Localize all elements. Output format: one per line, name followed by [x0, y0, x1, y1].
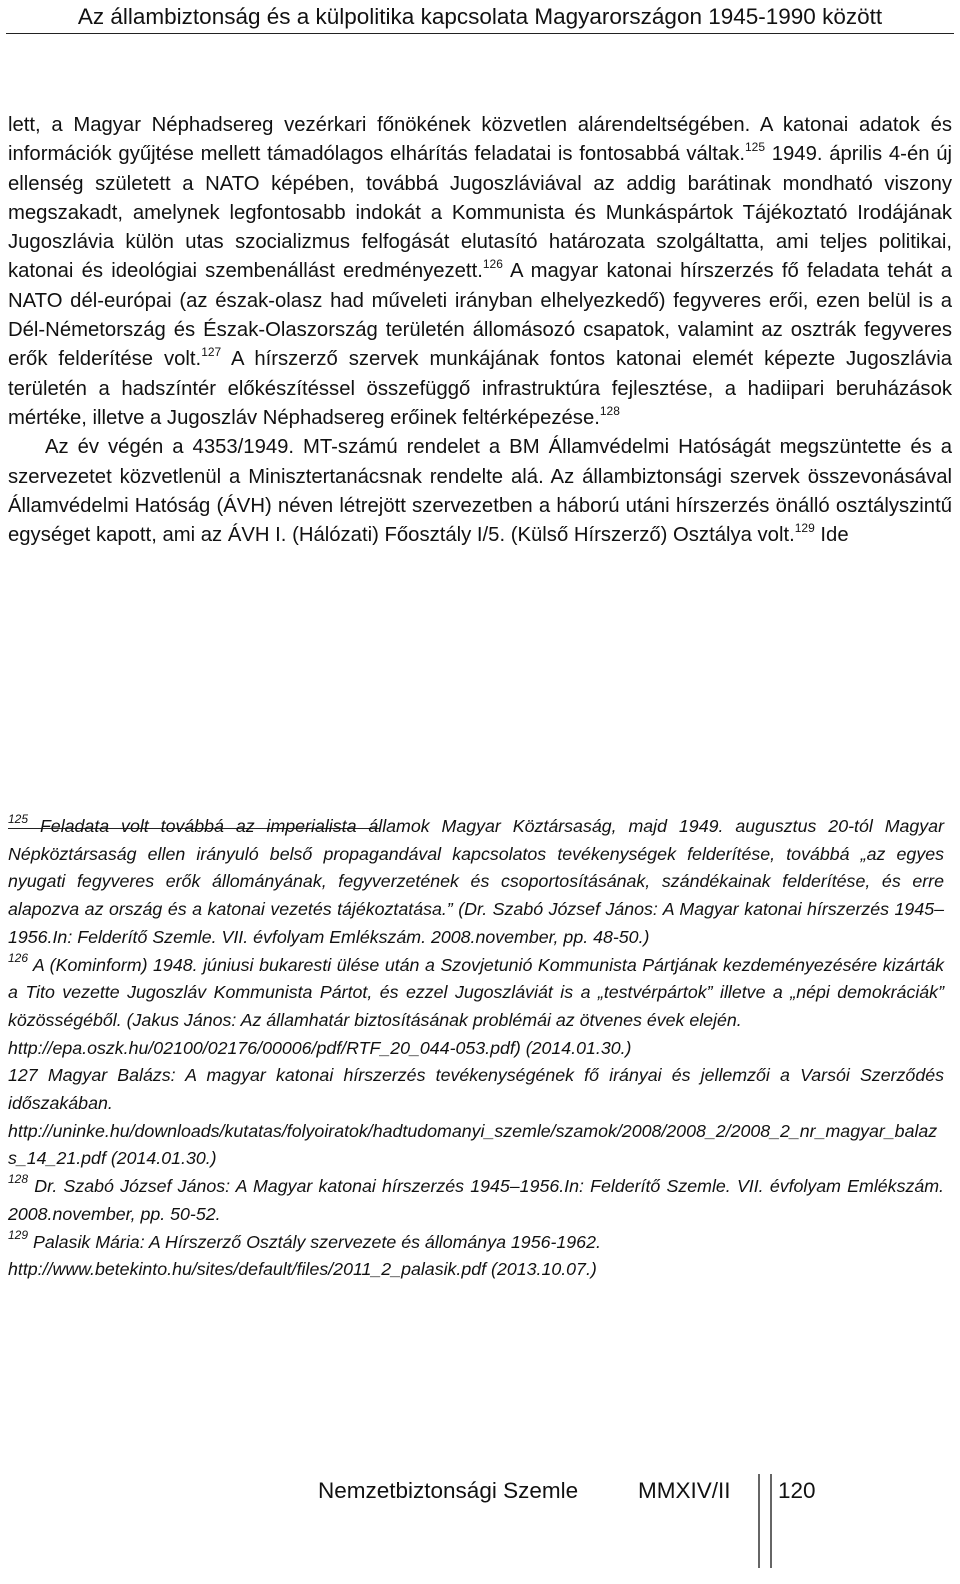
paragraph-1: [8, 111, 952, 433]
footnote-128: [8, 1173, 944, 1228]
page-footer: [0, 1474, 960, 1516]
running-header: Az állambiztonság és a külpolitika kapcsolata Magyarországon 1945-1990 között: [77, 4, 883, 29]
footer-journal-title: Nemzetbiztonsági Szemle: [318, 1478, 579, 1503]
footnote-text-129: Palasik Mária: A Hírszerző Osztály szervezete és állománya 1956-1962.: [28, 1231, 601, 1252]
header-rule: [6, 33, 954, 34]
footnote-ref-126[interactable]: 126: [482, 257, 503, 272]
footnote-ref-127[interactable]: 127: [201, 345, 222, 360]
footnote-link-129[interactable]: http://www.betekinto.hu/sites/default/files/2011_2_palasik.pdf (2013.10.07.): [8, 1259, 597, 1280]
footnote-text-126: A (Kominform) 1948. júniusi bukaresti ülése után a Szovjetunió Kommunista Pártjának kezdeményezésére kizárták a Tito vezette Jugoszláv Kommunista Pártot, és ezzel Jugoszláviát is a „testvérpártok” illetve a „népi demokráciák” közösségéből. (Jakus János: Az államhatár biztosításának problémái az ötvenes évek elején.: [8, 954, 944, 1030]
footnote-number-129: 129: [8, 1227, 29, 1242]
p1-text-4: A hírszerző szervek munkájának fontos katonai elemét képezte Jugoszlávia területén a hadszíntér előkészítéssel összefüggő infrastruktúra fejlesztése, a hadiipari beruházások mértéke, illetve a Jugoszláv Néphadsereg erőinek feltérképezése.: [8, 348, 952, 429]
footnote-number-125: 125: [8, 812, 29, 826]
footnote-text-128: Dr. Szabó József János: A Magyar katonai hírszerzés 1945–1956.In: Felderítő Szemle. VII. évfolyam Emlékszám. 2008.november, pp. 50-52.: [8, 1176, 944, 1224]
footnote-number-128: 128: [8, 1172, 29, 1187]
p2-text-1: Az év végén a 4353/1949. MT-számú rendelet a BM Államvédelmi Hatóságát megszüntette és a szervezetet közvetlenül a Minisztertanácsnak rendelte alá. Az állambiztonsági szervek összevonásával Államvédelmi Hatóság (ÁVH) néven létrejött szervezetben a háború utáni hírszerzés önálló osztályszintű egységet kapott, ami az ÁVH I. (Hálózati) Főosztály I/5. (Külső Hírszerző) Osztálya volt.: [8, 436, 952, 547]
p1-text-2: 1949. április 4-én új ellenség született a NATO képében, továbbá Jugoszláviával az addig barátinak mondható viszony megszakadt, amelynek legfontosabb indokát a Kommunista és Munkáspártok Tájékoztató Irodájának Jugoszlávia külön utas szocializmus felfogását elutasító határozata szolgáltatta, ami teljes politikai, katonai és ideológiai szembenállást eredményezett.: [8, 143, 953, 283]
footer-divider: [758, 1474, 772, 1568]
footnotes: [8, 813, 944, 1284]
footnote-126: [8, 952, 944, 1063]
footnote-number-126: 126: [8, 950, 29, 965]
footnote-127: [8, 1062, 944, 1173]
footnote-text-127: 127 Magyar Balázs: A magyar katonai hírszerzés tevékenységének fő irányai és jellemzői a Varsói Szerződés időszakában.: [8, 1065, 944, 1114]
footer-issue: MMXIV/II: [638, 1478, 731, 1503]
paragraph-2: [8, 433, 952, 550]
footnote-ref-128[interactable]: 128: [599, 403, 620, 418]
p1-text-3: A magyar katonai hírszerzés fő feladata tehát a NATO dél-európai (az észak-olasz had műveleti irányban elhelyezkedő) fegyveres erői, ezen belül is a Dél-Németország és Észak-Olaszország területén állomásozó csapatok, valamint az osztrák fegyveres erők felderítése volt.: [8, 260, 952, 371]
footnote-link-127[interactable]: http://uninke.hu/downloads/kutatas/folyoiratok/hadtudomanyi_szemle/szamok/2008/2008_2/2008_2_nr_magyar_balazs_14_21.pdf (2014.01.30.): [8, 1120, 938, 1169]
p2-text-2: Ide: [814, 524, 849, 547]
footnote-link-126[interactable]: http://epa.oszk.hu/02100/02176/00006/pdf/RTF_20_044-053.pdf) (2014.01.30.): [8, 1037, 632, 1058]
footnote-125: [8, 813, 944, 952]
footnote-ref-125[interactable]: 125: [744, 140, 766, 155]
footnote-ref-129[interactable]: 129: [794, 521, 815, 536]
page-number: 120: [778, 1478, 816, 1503]
footnote-129: [8, 1229, 944, 1284]
body-text: [8, 111, 952, 550]
footnote-text-125: Feladata volt továbbá az imperialista államok Magyar Köztársaság, majd 1949. augusztus 20-tól Magyar Népköztársaság ellen irányuló belső propagandával kapcsolatos tevékenységek felderítése, továbbá „az egyes nyugati fegyveres erők állományának, fegyverzetének és csoportosításának, szándékainak felderítése, és erre alapozva az ország és a katonai vezetés tájékoztatása.” (Dr. Szabó József János: A Magyar katonai hírszerzés 1945–1956.In: Felderítő Szemle. VII. évfolyam Emlékszám. 2008.november, pp. 48-50.): [8, 816, 944, 947]
p1-text-1: lett, a Magyar Néphadsereg vezérkari főnökének közvetlen alárendeltségében. A katonai adatok és információk gyűjtése mellett támadólagos elhárítás feladatai is fontosabbá váltak.: [8, 114, 952, 166]
